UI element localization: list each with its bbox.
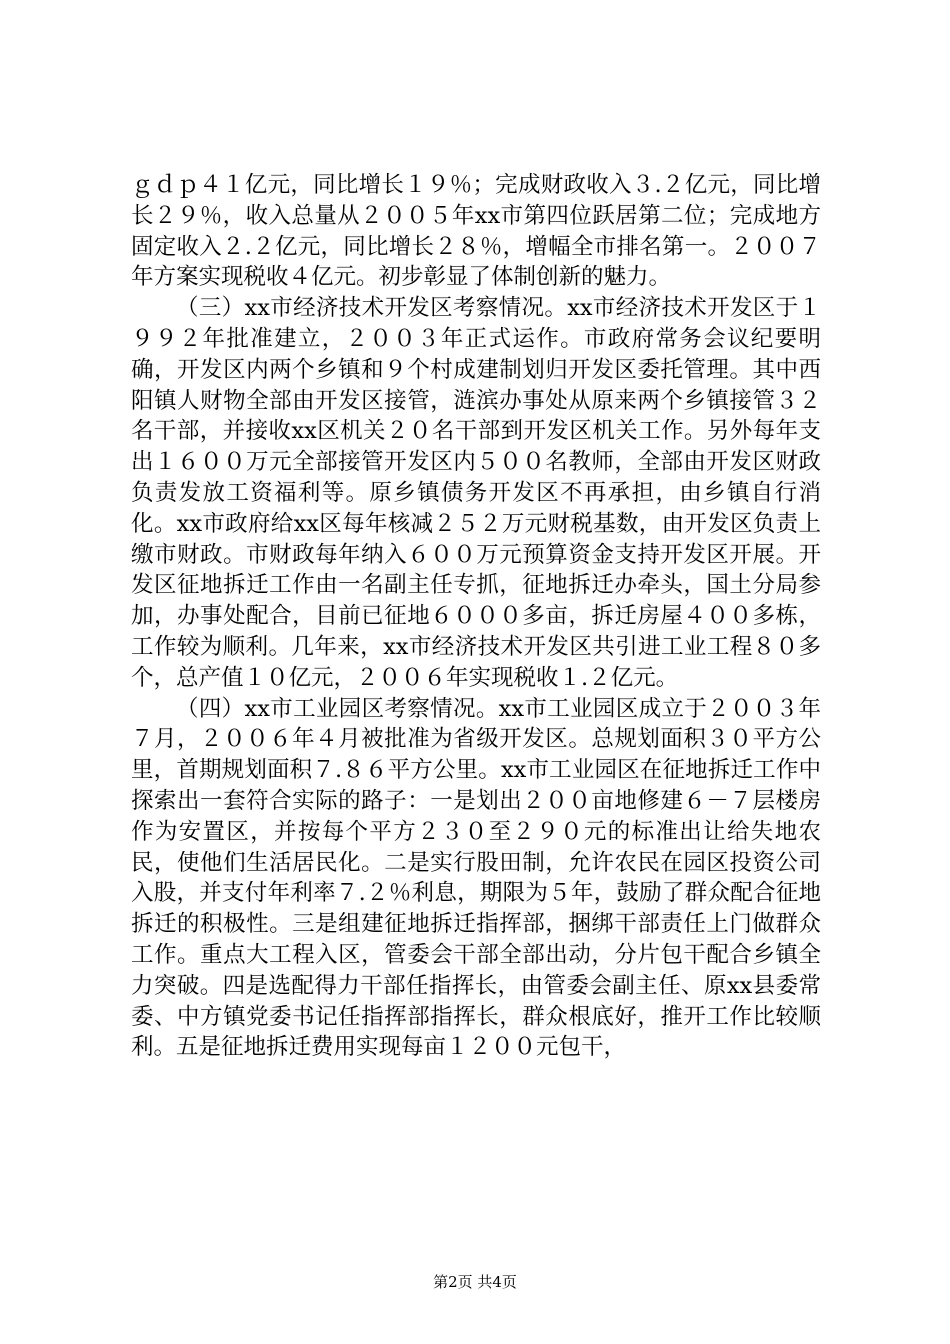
paragraph-industrial-park: （四）xx市工业园区考察情况。xx市工业园区成立于２００３年７月，２００６年４月被批准为省级开发区。总规划面积３０平方公里，首期规划面积７.８６平方公里。xx市工业园区在征地拆迁工作中探索出一套符合实际的路子：一是划出２００亩地修建６－７层楼房作为安置区，并按每个平方２３０至２９０元的标准出让给失地农民，使他们生活居民化。二是实行股田制，允许农民在园区投资公司入股，并支付年利率７.２％利息，期限为５年，鼓励了群众配合征地拆迁的积极性。三是组建征地拆迁指挥部，捆绑干部责任上门做群众工作。重点大工程入区，管委会干部全部出动，分片包干配合乡镇全力突破。四是选配得力干部任指挥长，由管委会副主任、原xx县委常委、中方镇党委书记任指挥部指挥长，群众根底好，推开工作比较顺利。五是征地拆迁费用实现每亩１２００元包干， <box>131 695 821 1061</box>
page-number-footer: 第2页 共4页 <box>433 1273 517 1291</box>
paragraph-development-zone: （三）xx市经济技术开发区考察情况。xx市经济技术开发区于１９９２年批准建立，２００３年正式运作。市政府常务会议纪要明确，开发区内两个乡镇和９个村成建制划归开发区委托管理。其中西阳镇人财物全部由开发区接管，涟滨办事处从原来两个乡镇接管３２名干部，并接收xx区机关２０名干部到开发区机关工作。另外每年支出１６００万元全部接管开发区内５００名教师，全部由开发区财政负责发放工资福利等。原乡镇债务开发区不再承担，由乡镇自行消化。xx市政府给xx区每年核减２５２万元财税基数，由开发区负责上缴市财政。市财政每年纳入６００万元预算资金支持开发区开展。开发区征地拆迁工作由一名副主任专抓，征地拆迁办牵头，国土分局参加，办事处配合，目前已征地６０００多亩，拆迁房屋４００多栋，工作较为顺利。几年来，xx市经济技术开发区共引进工业工程８０多个，总产值１０亿元，２００６年实现税收１.２亿元。 <box>131 295 821 691</box>
document-body <box>131 170 821 1063</box>
paragraph-revenue-summary: ｇｄｐ４１亿元，同比增长１９％；完成财政收入３.２亿元，同比增长２９％，收入总量从２００５年xx市第四位跃居第二位；完成地方固定收入２.２亿元，同比增长２８％，增幅全市排名第一。２００７年方案实现税收４亿元。初步彰显了体制创新的魅力。 <box>131 172 821 291</box>
